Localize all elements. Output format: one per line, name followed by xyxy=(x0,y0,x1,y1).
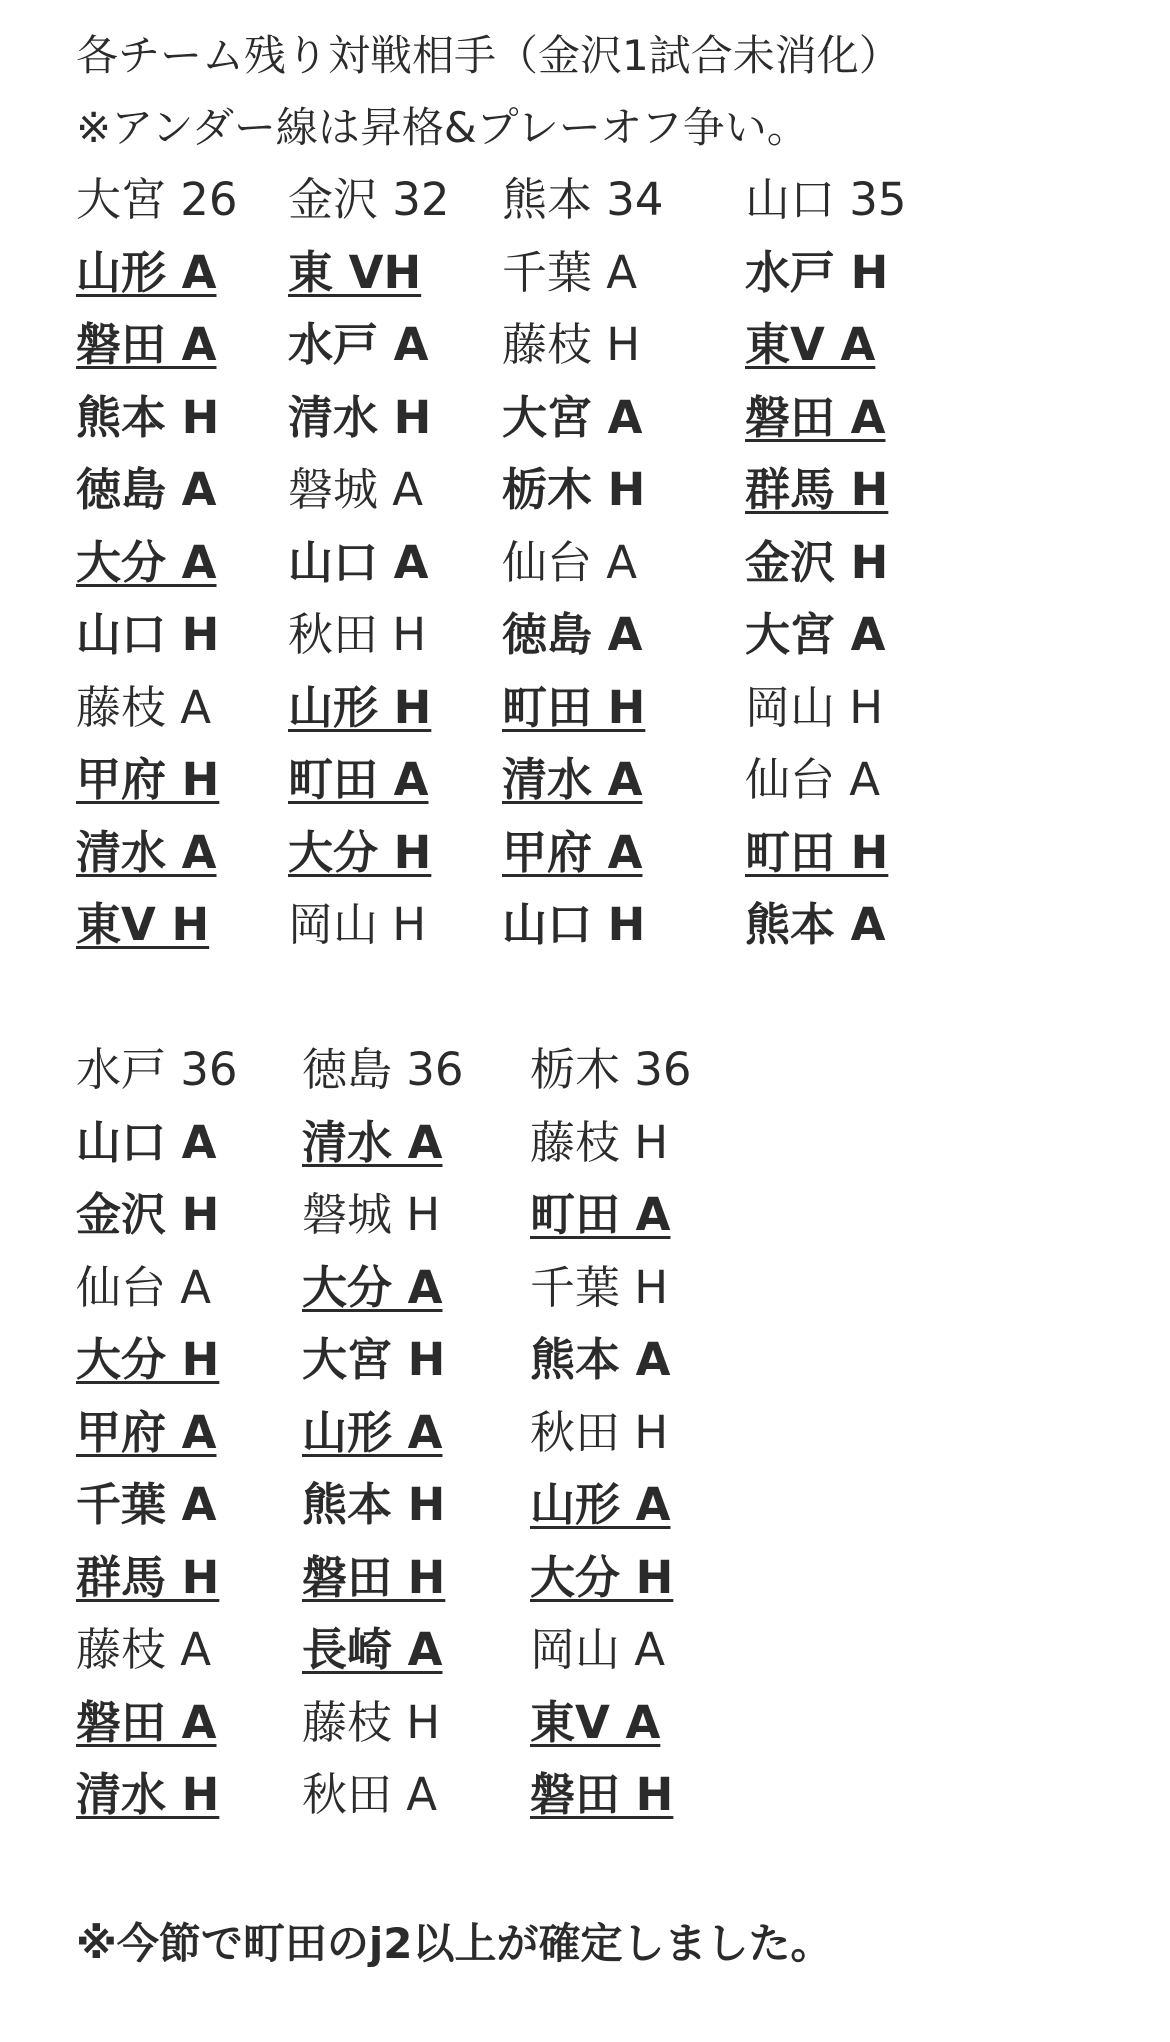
opponent-cell: 磐田 A xyxy=(76,1695,217,1749)
opponent-cell: 山形 A xyxy=(530,1478,671,1531)
opponent-cell: 熊本 H xyxy=(76,390,220,444)
opponent-cell: 仙台 A xyxy=(745,753,881,806)
team-header: 金沢 32 xyxy=(288,173,450,226)
opponent-cell: 山口 H xyxy=(76,608,220,661)
opponent-cell: 千葉 A xyxy=(502,245,638,299)
opponent-cell: 山口 H xyxy=(502,898,646,951)
opponent-cell: 大宮 H xyxy=(302,1333,446,1386)
legend-note: ※アンダー線は昇格&プレーオフ争い。 xyxy=(76,103,809,152)
opponent-cell: 岡山 H xyxy=(745,680,884,734)
opponent-cell: 清水 H xyxy=(288,390,432,444)
opponent-cell: 東V A xyxy=(745,318,876,371)
team-header: 水戸 36 xyxy=(76,1043,238,1096)
opponent-cell: 仙台 A xyxy=(76,1260,212,1314)
opponent-cell: 徳島 A xyxy=(76,463,217,516)
opponent-cell: 山口 A xyxy=(76,1115,217,1169)
opponent-cell: 大分 H xyxy=(530,1550,674,1604)
opponent-cell: 町田 H xyxy=(502,680,646,734)
opponent-cell: 甲府 A xyxy=(76,1405,217,1459)
opponent-cell: 岡山 H xyxy=(288,898,427,951)
opponent-cell: 清水 A xyxy=(302,1115,443,1169)
opponent-cell: 町田 A xyxy=(288,753,429,806)
opponent-cell: 清水 A xyxy=(502,753,643,806)
opponent-cell: 群馬 H xyxy=(745,463,889,516)
team-header: 熊本 34 xyxy=(502,173,664,226)
opponent-cell: 秋田 H xyxy=(530,1405,669,1459)
opponent-cell: 町田 H xyxy=(745,825,889,879)
opponent-cell: 町田 A xyxy=(530,1188,671,1241)
opponent-cell: 徳島 A xyxy=(502,608,643,661)
opponent-cell: 秋田 A xyxy=(302,1768,438,1821)
opponent-cell: 山形 A xyxy=(302,1405,443,1459)
opponent-cell: 磐田 H xyxy=(302,1550,446,1604)
opponent-cell: 金沢 H xyxy=(745,535,889,589)
page-title: 各チーム残り対戦相手（金沢1試合未消化） xyxy=(76,31,901,80)
opponent-cell: 秋田 H xyxy=(288,608,427,661)
footer-note: ※今節で町田のj2以上が確定しました。 xyxy=(76,1919,833,1968)
opponent-cell: 水戸 A xyxy=(288,318,429,371)
opponent-cell: 栃木 H xyxy=(502,463,646,516)
opponent-cell: 長崎 A xyxy=(302,1623,443,1676)
opponent-cell: 千葉 A xyxy=(76,1478,217,1531)
opponent-cell: 磐田 A xyxy=(76,318,217,371)
opponent-cell: 東V A xyxy=(530,1695,661,1749)
opponent-cell: 大宮 A xyxy=(502,390,643,444)
opponent-cell: 山口 A xyxy=(288,535,429,589)
opponent-cell: 藤枝 A xyxy=(76,680,212,734)
opponent-cell: 清水 H xyxy=(76,1768,220,1821)
team-header: 栃木 36 xyxy=(530,1043,692,1096)
opponent-cell: 磐田 A xyxy=(745,390,886,444)
opponent-cell: 山形 H xyxy=(288,680,432,734)
opponent-cell: 大分 A xyxy=(302,1260,443,1314)
opponent-cell: 岡山 A xyxy=(530,1623,666,1676)
opponent-cell: 甲府 A xyxy=(502,825,643,879)
opponent-cell: 磐城 H xyxy=(302,1188,441,1241)
opponent-cell: 熊本 H xyxy=(302,1478,446,1531)
team-header: 山口 35 xyxy=(745,173,907,226)
opponent-cell: 藤枝 H xyxy=(502,318,641,371)
opponent-cell: 水戸 H xyxy=(745,245,889,299)
opponent-cell: 千葉 H xyxy=(530,1260,669,1314)
opponent-cell: 東 VH xyxy=(288,245,422,299)
opponent-cell: 磐田 H xyxy=(530,1768,674,1821)
opponent-cell: 甲府 H xyxy=(76,753,220,806)
opponent-cell: 大分 H xyxy=(76,1333,220,1386)
opponent-cell: 東V H xyxy=(76,898,210,951)
opponent-cell: 藤枝 A xyxy=(76,1623,212,1676)
opponent-cell: 熊本 A xyxy=(530,1333,671,1386)
opponent-cell: 金沢 H xyxy=(76,1188,220,1241)
team-header: 徳島 36 xyxy=(302,1043,464,1096)
opponent-cell: 大分 H xyxy=(288,825,432,879)
opponent-cell: 群馬 H xyxy=(76,1550,220,1604)
opponent-cell: 藤枝 H xyxy=(530,1115,669,1169)
opponent-cell: 清水 A xyxy=(76,825,217,879)
opponent-cell: 大分 A xyxy=(76,535,217,589)
opponent-cell: 熊本 A xyxy=(745,898,886,951)
opponent-cell: 大宮 A xyxy=(745,608,886,661)
opponent-cell: 藤枝 H xyxy=(302,1695,441,1749)
opponent-cell: 仙台 A xyxy=(502,535,638,589)
opponent-cell: 山形 A xyxy=(76,245,217,299)
opponent-cell: 磐城 A xyxy=(288,463,424,516)
team-header: 大宮 26 xyxy=(76,173,238,226)
